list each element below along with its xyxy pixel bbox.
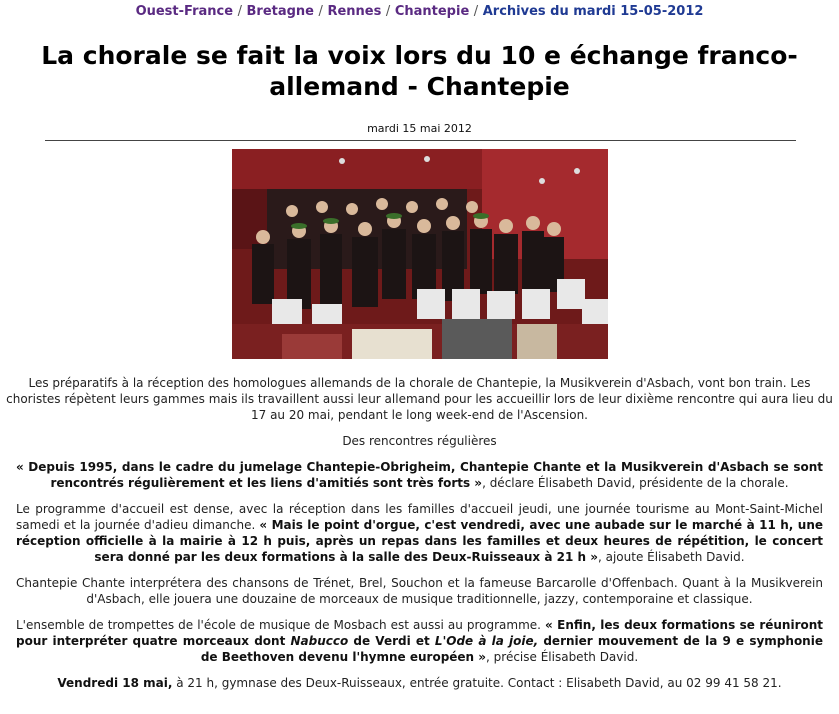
breadcrumb-separator: / (237, 4, 242, 19)
quote-part: dernier mouvement de la 9 e symphonie de Beethoven devenu l'hymne européen » (200, 634, 823, 664)
article-paragraph: Chantepie Chante interprétera des chansons de Trénet, Brel, Souchon et la fameuse Barcarolle d'Offenbach. Quant à la Musikverein d'Asbach, elle jouera une douzaine de morceaux de musique traditionnelle, jazzy, contemporaine et classique. (16, 576, 823, 606)
breadcrumb-separator: / (318, 4, 323, 19)
attribution: , déclare Élisabeth David, présidente de la chorale. (482, 476, 789, 490)
attribution: , ajoute Élisabeth David. (597, 550, 745, 564)
event-date: Vendredi 18 mai, (57, 676, 173, 690)
quote-part: « Enfin, les deux formations se réuniront pour interpréter quatre morceaux dont (16, 618, 824, 648)
quote-title: L'Ode à la joie, (434, 634, 539, 648)
article-paragraph (4, 675, 835, 691)
breadcrumb-separator: / (473, 4, 479, 19)
breadcrumb-separator: / (385, 4, 391, 19)
article-subheading: Des rencontres régulières (342, 434, 497, 448)
quote-title: Nabucco (290, 634, 349, 648)
article-title: La chorale se fait la voix lors du 10 e échange franco-allemand - Chantepie (41, 41, 798, 101)
breadcrumb-link-rennes[interactable]: Rennes (327, 4, 382, 19)
quote: « Mais le point d'orgue, c'est vendredi, avec une aubade sur le marché à 11 h, une réception officielle à la mairie à 12 h puis, après un repas dans les familles et deux heures de répétition, le concert sera donné par les deux formations à la salle des Deux-Ruisseaux à 21 h » (16, 518, 824, 564)
article-intro: Les préparatifs à la réception des homologues allemands de la chorale de Chantepie, la Musikverein d'Asbach, vont bon train. Les choristes répètent leurs gammes mais ils travaillent aussi leur allemand pour les accueillir lors de leur dixième rencontre qui aura lieu du 17 au 20 mai, pendant le long week-end de l'Ascension. (6, 376, 833, 422)
paragraph-text: L'ensemble de trompettes de l'école de musique de Mosbach est aussi au programme. (16, 618, 545, 632)
choir-photo (232, 149, 608, 359)
article-paragraph (4, 459, 835, 491)
quote-part: de Verdi et (348, 634, 435, 648)
title-divider (45, 140, 796, 141)
article-paragraph (4, 617, 835, 665)
attribution: , précise Élisabeth David. (486, 650, 639, 664)
breadcrumb-link-archives[interactable]: Archives du mardi 15-05-2012 (482, 4, 704, 19)
article-paragraph (4, 501, 835, 565)
breadcrumb-link-ouest-france[interactable]: Ouest-France (135, 4, 234, 19)
breadcrumb-link-chantepie[interactable]: Chantepie (394, 4, 470, 19)
breadcrumb-link-bretagne[interactable]: Bretagne (246, 4, 315, 19)
article-body (4, 375, 835, 691)
article-date: mardi 15 mai 2012 (367, 122, 472, 135)
paragraph-text: Le programme d'accueil est dense, avec la réception dans les familles d'accueil jeudi, une journée tourisme au Mont-Saint-Michel samedi et la journée d'adieu dimanche. (16, 502, 823, 532)
quote: « Depuis 1995, dans le cadre du jumelage Chantepie-Obrigheim, Chantepie Chante et la Musikverein d'Asbach se sont rencontrés régulièrement et les liens d'amitiés sont très forts » (16, 460, 823, 490)
breadcrumb (0, 0, 839, 22)
event-details: à 21 h, gymnase des Deux-Ruisseaux, entrée gratuite. Contact : Elisabeth David, au 02 99 41 58 21. (172, 676, 782, 690)
